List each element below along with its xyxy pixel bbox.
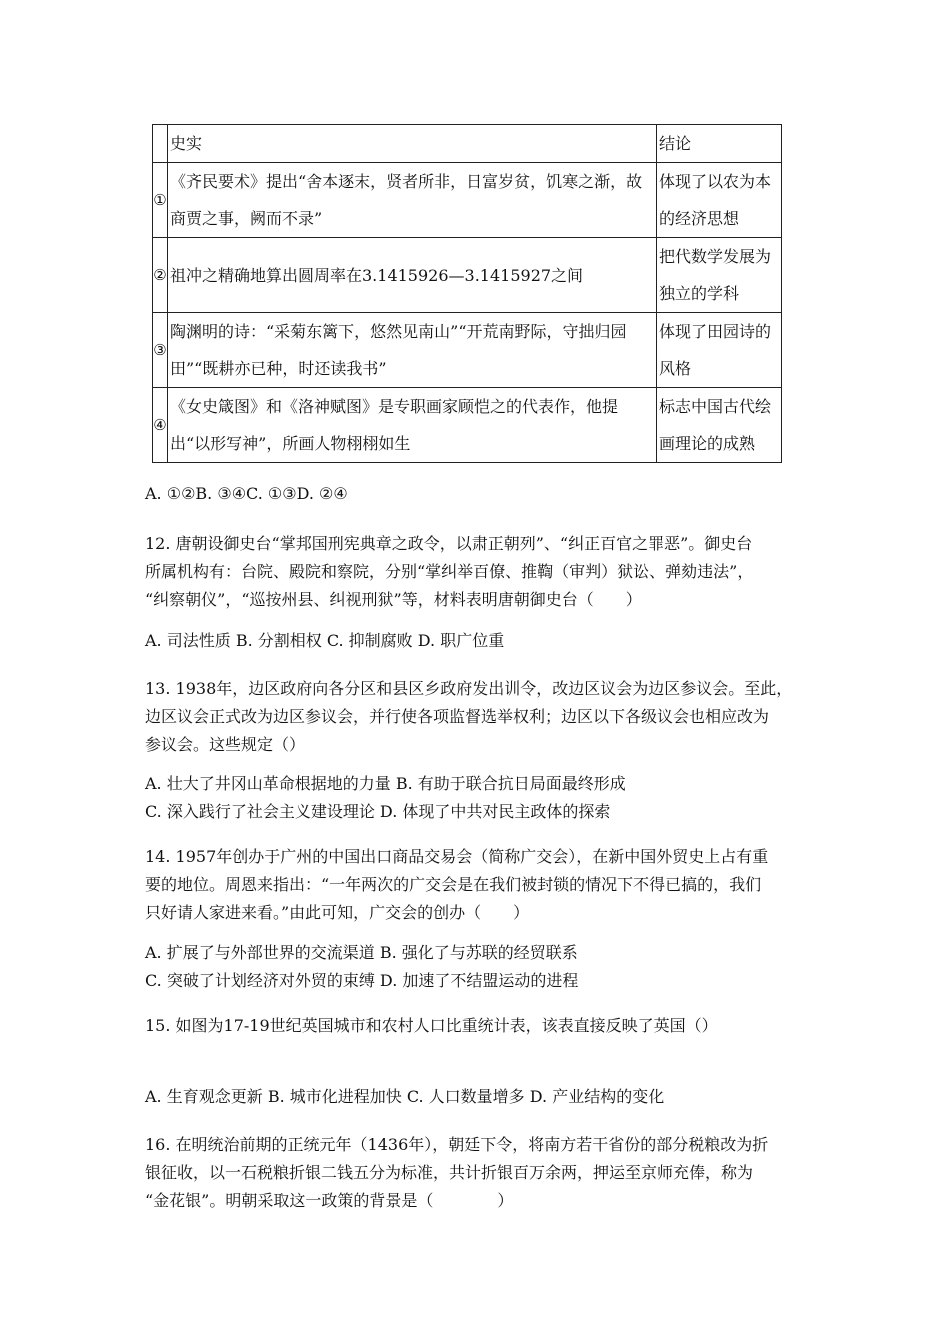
question-text-line: 16. 在明统治前期的正统元年（1436年），朝廷下令，将南方若干省份的部分税粮改为折: [145, 1135, 769, 1154]
answer-options: C. 突破了计划经济对外贸的束缚 D. 加速了不结盟运动的进程: [145, 971, 579, 990]
row-conclusion: 把代数学发展为独立的学科: [657, 238, 782, 313]
answer-options: A. 司法性质 B. 分割相权 C. 抑制腐败 D. 职广位重: [145, 631, 505, 650]
question-text-line: 14. 1957年创办于广州的中国出口商品交易会（简称广交会），在新中国外贸史上占有重: [145, 847, 769, 866]
row-number: ②: [153, 238, 168, 313]
question-text-line: 只好请人家进来看。”由此可知，广交会的创办（ ）: [145, 903, 530, 922]
row-number: ③: [153, 313, 168, 388]
q15-options: [145, 1083, 815, 1111]
row-number: ①: [153, 163, 168, 238]
question-text-line: “纠察朝仪”，“巡按州县、纠视刑狱”等，材料表明唐朝御史台（ ）: [145, 590, 642, 609]
q11-options: [145, 480, 815, 508]
table-row: [153, 163, 782, 238]
table-row: [153, 313, 782, 388]
history-facts-table: [152, 124, 782, 463]
question-text-line: 12. 唐朝设御史台“掌邦国刑宪典章之政令，以肃正朝列”、“纠正百官之罪恶”。御史台: [145, 534, 753, 553]
question-text-line: 15. 如图为17-19世纪英国城市和农村人口比重统计表，该表直接反映了英国（）: [145, 1016, 718, 1035]
question-text-line: 所属机构有：台院、殿院和察院，分别“掌纠举百僚、推鞫（审判）狱讼、弹劾违法”，: [145, 562, 754, 581]
question-14: [145, 843, 815, 927]
row-fact: 《女史箴图》和《洛神赋图》是专职画家顾恺之的代表作，他提出“以形写神”，所画人物栩栩如生: [168, 388, 657, 463]
answer-options: A. 生育观念更新 B. 城市化进程加快 C. 人口数量增多 D. 产业结构的变化: [145, 1087, 665, 1106]
question-16: [145, 1131, 815, 1215]
q12-options: [145, 627, 815, 655]
row-conclusion: 体现了以农为本的经济思想: [657, 163, 782, 238]
answer-options: A. 壮大了井冈山革命根据地的力量 B. 有助于联合抗日局面最终形成: [145, 774, 626, 793]
row-fact: 《齐民要术》提出“舍本逐末，贤者所非，日富岁贫，饥寒之渐，故商贾之事，阙而不录”: [168, 163, 657, 238]
answer-options: C. 深入践行了社会主义建设理论 D. 体现了中共对民主政体的探索: [145, 802, 611, 821]
question-13: [145, 675, 815, 759]
question-text-line: 边区议会正式改为边区参议会，并行使各项监督选举权利；边区以下各级议会也相应改为: [145, 707, 770, 726]
row-number: ④: [153, 388, 168, 463]
question-12: [145, 530, 815, 614]
question-text-line: 要的地位。周恩来指出：“一年两次的广交会是在我们被封锁的情况下不得已搞的，我们: [145, 875, 762, 894]
question-text-line: 13. 1938年，边区政府向各分区和县区乡政府发出训令，改边区议会为边区参议会。至此，: [145, 679, 793, 698]
question-text-line: 参议会。这些规定（）: [145, 735, 306, 754]
table-header-conclusion: 结论: [657, 125, 782, 163]
q13-options: [145, 770, 815, 826]
question-15: [145, 1012, 815, 1040]
row-fact: 祖冲之精确地算出圆周率在3.1415926—3.1415927之间: [168, 238, 657, 313]
answer-options: A. 扩展了与外部世界的交流渠道 B. 强化了与苏联的经贸联系: [145, 943, 578, 962]
row-conclusion: 标志中国古代绘画理论的成熟: [657, 388, 782, 463]
table-header-num-cell: [153, 125, 168, 163]
table-header-row: [153, 125, 782, 163]
row-conclusion: 体现了田园诗的风格: [657, 313, 782, 388]
table-header-fact: 史实: [168, 125, 657, 163]
q14-options: [145, 939, 815, 995]
question-text-line: “金花银”。明朝采取这一政策的背景是（ ）: [145, 1191, 514, 1210]
answer-options: A. ①②B. ③④C. ①③D. ②④: [145, 484, 348, 503]
table-row: [153, 388, 782, 463]
table-row: [153, 238, 782, 313]
question-text-line: 银征收，以一石税粮折银二钱五分为标准，共计折银百万余两，押运至京师充俸，称为: [145, 1163, 754, 1182]
row-fact: 陶渊明的诗：“采菊东篱下，悠然见南山”“开荒南野际，守拙归园田”“既耕亦已种，时还读我书”: [168, 313, 657, 388]
